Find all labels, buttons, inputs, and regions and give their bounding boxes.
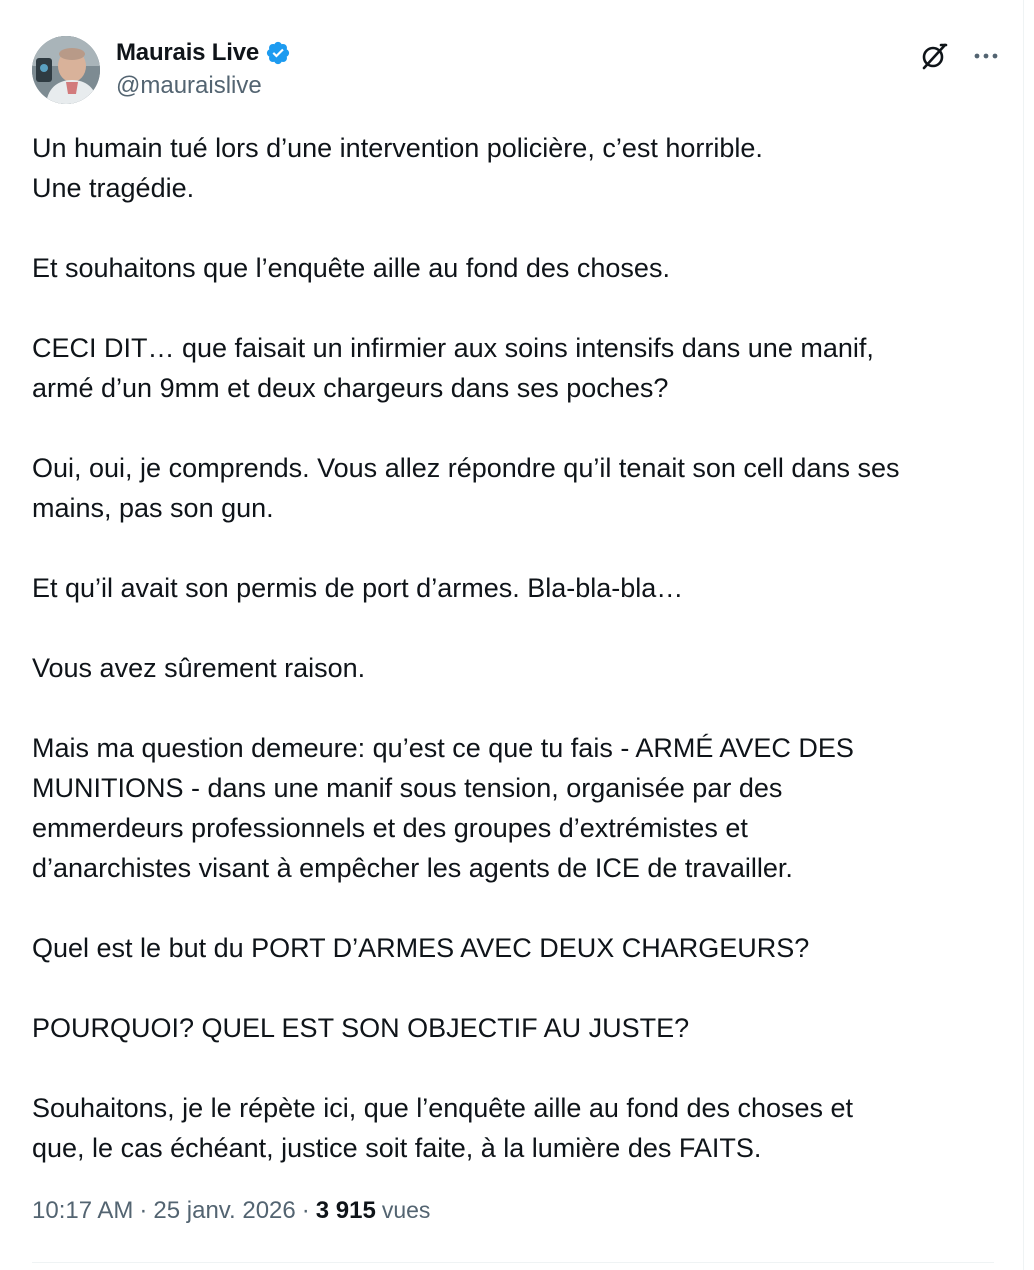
text-line: Souhaitons, je le répète ici, que l’enquête aille au fond des choses et <box>32 1093 854 1123</box>
divider <box>32 1262 994 1263</box>
tweet-paragraph <box>32 248 992 288</box>
text-line: Et souhaitons que l’enquête aille au fond des choses. <box>32 253 670 283</box>
text-line: Une tragédie. <box>32 173 195 203</box>
more-icon[interactable] <box>970 40 1002 72</box>
tweet-paragraph <box>32 328 992 408</box>
avatar[interactable] <box>32 36 100 104</box>
author-handle[interactable]: @mauraislive <box>116 72 262 99</box>
tweet-paragraph <box>32 568 992 608</box>
verified-badge-icon[interactable] <box>265 40 291 66</box>
tweet-paragraph <box>32 928 992 968</box>
tweet-date[interactable]: 25 janv. 2026 <box>153 1197 296 1224</box>
text-line: Et qu’il avait son permis de port d’armes. Bla-bla-bla… <box>32 573 684 603</box>
text-line: Quel est le but du PORT D’ARMES AVEC DEUX CHARGEURS? <box>32 933 810 963</box>
text-line: emmerdeurs professionnels et des groupes d’extrémistes et <box>32 813 748 843</box>
views-count: 3 915 <box>315 1197 376 1224</box>
tweet-paragraph <box>32 648 992 688</box>
text-line: Oui, oui, je comprends. Vous allez répondre qu’il tenait son cell dans ses <box>32 453 900 483</box>
meta-separator: · <box>139 1197 148 1224</box>
grok-icon[interactable] <box>918 40 950 72</box>
tweet-header <box>32 0 1002 116</box>
avatar-image <box>32 36 100 104</box>
text-line: Vous avez sûrement raison. <box>32 653 366 683</box>
tweet-text <box>32 116 1002 1168</box>
tweet-paragraph <box>32 1088 992 1168</box>
author-names <box>116 38 291 100</box>
text-line: armé d’un 9mm et deux chargeurs dans ses poches? <box>32 373 669 403</box>
author-display-name[interactable]: Maurais Live <box>116 39 259 66</box>
text-line: POURQUOI? QUEL EST SON OBJECTIF AU JUSTE? <box>32 1013 690 1043</box>
tweet-paragraph <box>32 448 992 528</box>
tweet-actions <box>918 40 1002 72</box>
column-border <box>1023 0 1024 1270</box>
text-line: Un humain tué lors d’une intervention policière, c’est horrible. <box>32 133 763 163</box>
text-line: que, le cas échéant, justice soit faite, à la lumière des FAITS. <box>32 1133 762 1163</box>
text-line: MUNITIONS - dans une manif sous tension, organisée par des <box>32 773 783 803</box>
text-line: CECI DIT… que faisait un infirmier aux soins intensifs dans une manif, <box>32 333 874 363</box>
tweet-paragraph <box>32 728 992 888</box>
views-label: vues <box>381 1197 431 1223</box>
text-line: d’anarchistes visant à empêcher les agents de ICE de travailler. <box>32 853 793 883</box>
tweet-paragraph <box>32 1008 992 1048</box>
tweet-time[interactable]: 10:17 AM <box>32 1197 134 1224</box>
text-line: mains, pas son gun. <box>32 493 274 523</box>
tweet-paragraph <box>32 128 992 208</box>
text-line: Mais ma question demeure: qu’est ce que tu fais - ARMÉ AVEC DES <box>32 733 854 763</box>
tweet-meta <box>32 1197 430 1225</box>
meta-separator: · <box>301 1197 310 1224</box>
